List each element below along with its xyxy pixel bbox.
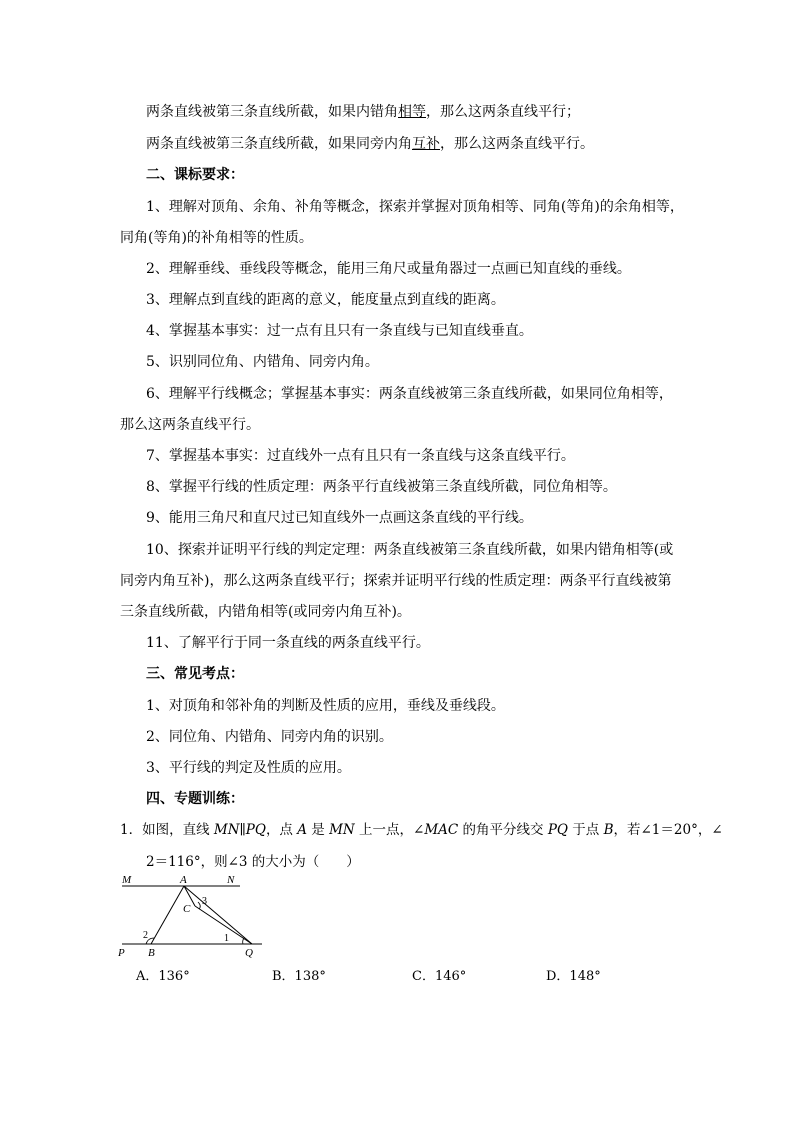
req-item: 9、能用三角尺和直尺过已知直线外一点画这条直线的平行线。: [146, 510, 533, 526]
req-item-cont: 三条直线所截，内错角相等(或同旁内角互补)。: [120, 604, 411, 620]
label-p: P: [118, 947, 125, 959]
question-1-line-2: 2＝116°，则∠3 的大小为（ ）: [146, 854, 360, 870]
label-angle-2: 2: [143, 930, 148, 941]
req-item: 6、理解平行线概念；掌握基本事实：两条直线被第三条直线所截，如果同位角相等，: [146, 386, 673, 402]
req-item: 2、理解垂线、垂线段等概念，能用三角尺或量角器过一点画已知直线的垂线。: [146, 261, 631, 277]
req-item: 10、探索并证明平行线的判定定理：两条直线被第三条直线所截，如果内错角相等(或: [146, 542, 674, 558]
intro-line-2: 两条直线被第三条直线所截，如果同旁内角互补，那么这两条直线平行。: [146, 136, 594, 152]
req-item: 8、掌握平行线的性质定理：两条平行直线被第三条直线所截，同位角相等。: [146, 479, 617, 495]
option-d[interactable]: D．148°: [546, 969, 601, 984]
label-angle-1: 1: [224, 933, 229, 944]
label-c: C: [183, 903, 191, 915]
req-item: 11、了解平行于同一条直线的两条直线平行。: [146, 635, 430, 651]
req-item-cont: 同旁内角互补)，那么这两条直线平行；探索并证明平行线的性质定理：两条平行直线被第: [120, 573, 672, 589]
req-item: 3、理解点到直线的距离的意义，能度量点到直线的距离。: [146, 292, 505, 308]
exam-point: 3、平行线的判定及性质的应用。: [146, 760, 351, 776]
segment-ab: [151, 886, 184, 944]
label-angle-3: 3: [202, 896, 207, 907]
underlined-term: 互补: [412, 136, 440, 152]
section-4-title: 四、专题训练：: [146, 791, 244, 807]
geometry-figure: [112, 872, 272, 960]
label-q: Q: [245, 947, 253, 959]
segment-aq: [184, 886, 252, 944]
req-item-cont: 那么这两条直线平行。: [120, 417, 260, 433]
section-2-title: 二、课标要求：: [146, 167, 244, 183]
label-n: N: [227, 874, 235, 886]
exam-point: 1、对顶角和邻补角的判断及性质的应用，垂线及垂线段。: [146, 698, 505, 714]
req-item-cont: 同角(等角)的补角相等的性质。: [120, 230, 313, 246]
req-item: 7、掌握基本事实：过直线外一点有且只有一条直线与这条直线平行。: [146, 448, 575, 464]
option-c[interactable]: C．146°: [412, 969, 467, 984]
label-b: B: [148, 947, 155, 959]
req-item: 5、识别同位角、内错角、同旁内角。: [146, 354, 379, 370]
label-a: A: [180, 874, 187, 886]
option-b[interactable]: B．138°: [272, 969, 326, 984]
question-1-line-1: 1．如图，直线 MN∥PQ，点 A 是 MN 上一点，∠MAC 的角平分线交 PQ 于点 B，若∠1＝20°，∠: [120, 822, 723, 838]
section-3-title: 三、常见考点：: [146, 666, 244, 682]
exam-point: 2、同位角、内错角、同旁内角的识别。: [146, 729, 393, 745]
intro-line-1: 两条直线被第三条直线所截，如果内错角相等，那么这两条直线平行；: [146, 104, 580, 120]
req-item: 4、掌握基本事实：过一点有且只有一条直线与已知直线垂直。: [146, 323, 533, 339]
angle-1-arc: [243, 938, 244, 944]
label-m: M: [122, 874, 132, 886]
underlined-term: 相等: [398, 104, 426, 120]
option-a[interactable]: A．136°: [136, 969, 190, 984]
req-item: 1、理解对顶角、余角、补角等概念，探索并掌握对顶角相等、同角(等角)的余角相等，: [146, 199, 684, 215]
